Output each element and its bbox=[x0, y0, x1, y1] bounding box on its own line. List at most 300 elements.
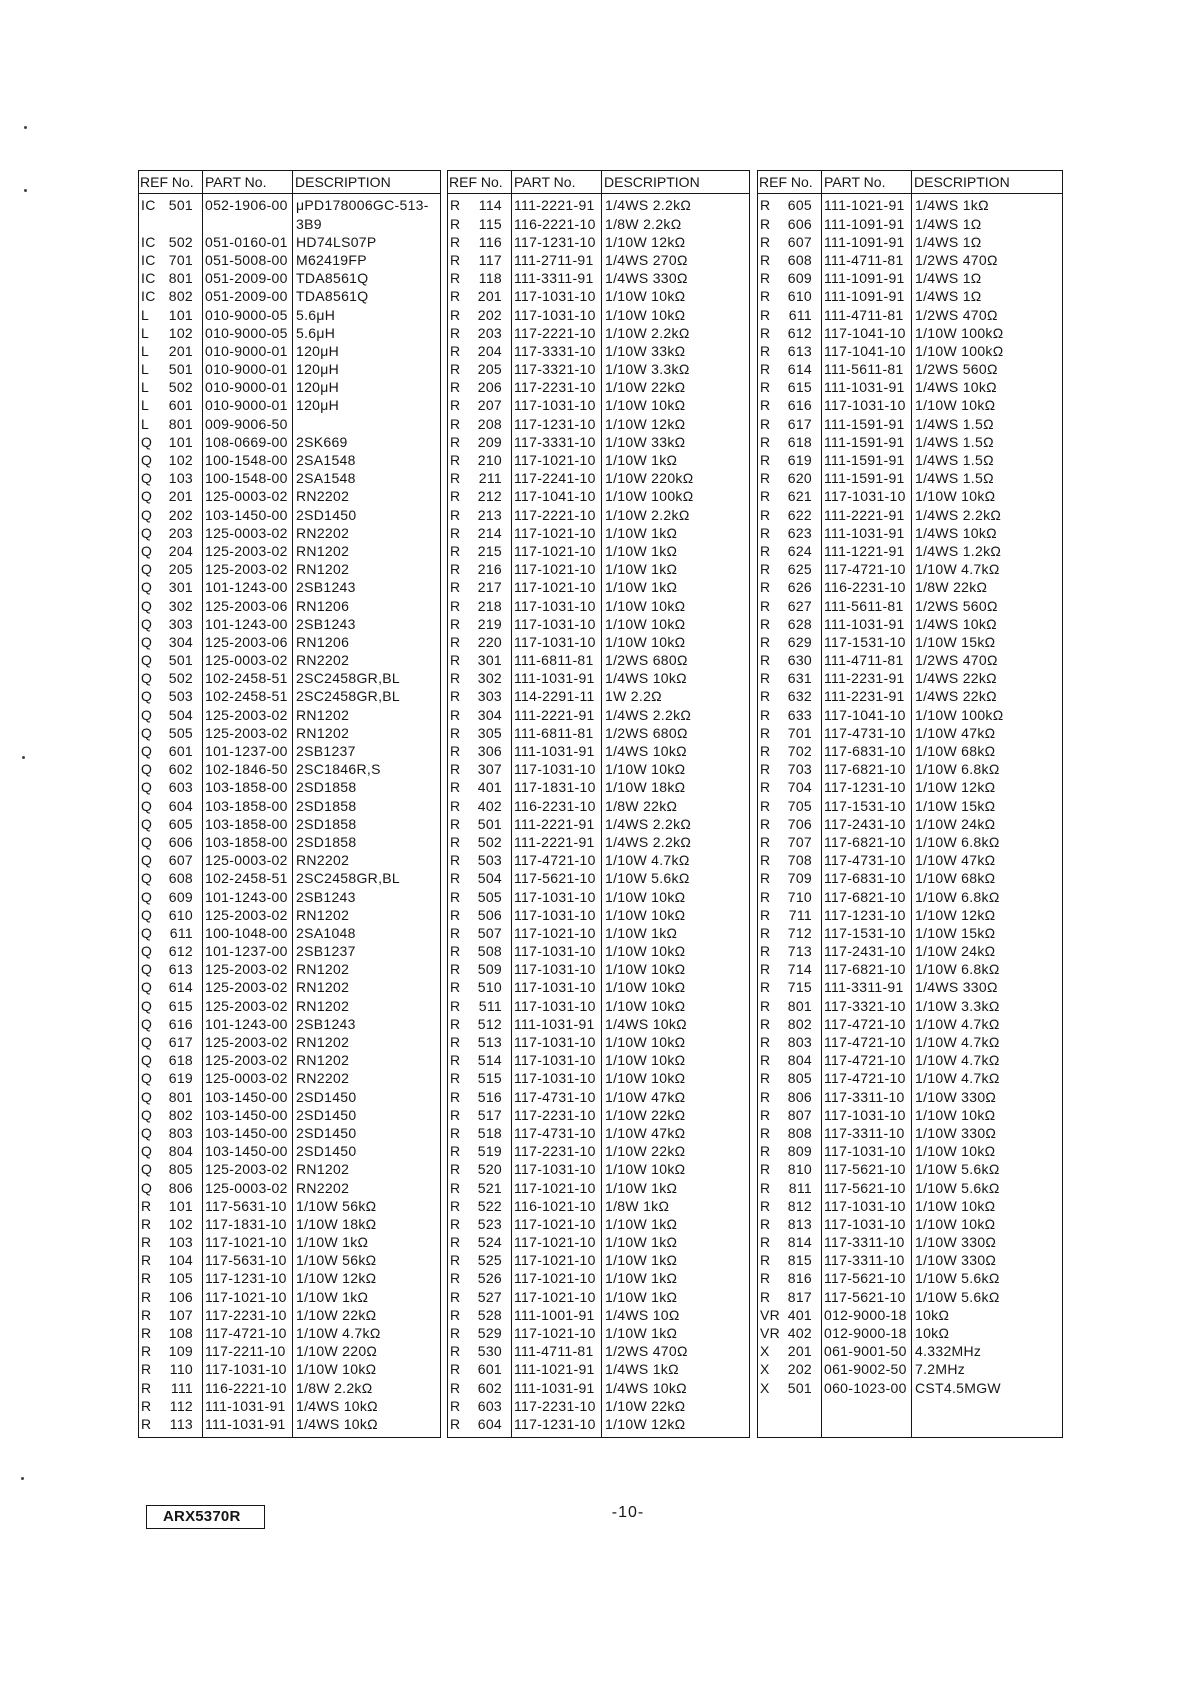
table-row bbox=[139, 742, 440, 760]
table-row bbox=[758, 833, 1062, 851]
part-no: 117-6821-10 bbox=[824, 833, 906, 850]
description: 1/10W 4.7kΩ bbox=[296, 1325, 381, 1342]
ref-type: R bbox=[141, 1379, 152, 1396]
part-no: 117-5631-10 bbox=[205, 1197, 287, 1214]
ref-type: X bbox=[760, 1343, 770, 1360]
ref-number: 608 bbox=[168, 870, 193, 887]
table-row bbox=[139, 1215, 440, 1233]
description: 2SB1243 bbox=[296, 1015, 356, 1032]
ref-number: 633 bbox=[787, 706, 812, 723]
part-no: 117-1041-10 bbox=[514, 488, 596, 505]
table-row bbox=[448, 1142, 749, 1160]
ref-type: R bbox=[450, 924, 461, 941]
part-no: 111-1031-91 bbox=[824, 379, 905, 396]
ref-number: 613 bbox=[787, 342, 812, 359]
ref-no bbox=[758, 742, 821, 760]
part-no: 117-1031-10 bbox=[514, 1034, 596, 1051]
part-no: 103-1450-00 bbox=[205, 1143, 288, 1160]
ref-type: R bbox=[450, 997, 461, 1014]
ref-no bbox=[758, 615, 821, 633]
description: 1/4WS 1Ω bbox=[915, 215, 982, 232]
description: 1/4WS 1.5Ω bbox=[915, 433, 994, 450]
ref-number: 502 bbox=[477, 833, 502, 850]
ref-type: R bbox=[141, 1415, 152, 1432]
table-row bbox=[758, 542, 1062, 560]
description: 1/8W 1kΩ bbox=[605, 1197, 670, 1214]
description: 1/4WS 10kΩ bbox=[915, 615, 997, 632]
ref-type: L bbox=[141, 342, 150, 359]
ref-type: IC bbox=[141, 197, 156, 214]
ref-no bbox=[758, 1106, 821, 1124]
ref-number: 801 bbox=[168, 1088, 193, 1105]
ref-number: 808 bbox=[787, 1124, 812, 1141]
ref-no bbox=[448, 1269, 511, 1287]
description: 1/10W 10kΩ bbox=[915, 1197, 996, 1214]
table-row bbox=[139, 269, 440, 287]
description: 1/10W 47kΩ bbox=[605, 1088, 686, 1105]
description: 1/4WS 2.2kΩ bbox=[915, 506, 1002, 523]
table-row bbox=[139, 669, 440, 687]
ref-number: 115 bbox=[478, 215, 502, 232]
ref-no bbox=[448, 760, 511, 778]
ref-type: R bbox=[760, 670, 771, 687]
ref-type: R bbox=[450, 706, 461, 723]
description: 1/10W 4.7kΩ bbox=[915, 1070, 1000, 1087]
ref-number: 622 bbox=[787, 506, 812, 523]
table-row bbox=[758, 742, 1062, 760]
part-no: 117-1031-10 bbox=[514, 961, 596, 978]
ref-no bbox=[448, 797, 511, 815]
part-no: 117-1031-10 bbox=[514, 288, 596, 305]
ref-type: R bbox=[450, 197, 461, 214]
ref-number: 212 bbox=[477, 488, 502, 505]
table-row bbox=[139, 1124, 440, 1142]
table-row bbox=[758, 960, 1062, 978]
ref-no bbox=[758, 833, 821, 851]
ref-no bbox=[139, 1379, 202, 1397]
ref-no bbox=[448, 251, 511, 269]
ref-type: R bbox=[760, 251, 771, 268]
ref-number: 601 bbox=[168, 743, 193, 760]
ref-no bbox=[448, 1288, 511, 1306]
part-no: 117-1031-10 bbox=[514, 943, 596, 960]
ref-type: R bbox=[760, 415, 771, 432]
ref-number: 501 bbox=[168, 197, 193, 214]
ref-no bbox=[448, 1360, 511, 1378]
description: 1/10W 10kΩ bbox=[605, 1052, 686, 1069]
table-row bbox=[448, 469, 749, 487]
part-no: 117-1231-10 bbox=[514, 233, 596, 250]
ref-no bbox=[139, 469, 202, 487]
table-row bbox=[758, 433, 1062, 451]
ref-no bbox=[758, 542, 821, 560]
description: 1/10W 330Ω bbox=[915, 1234, 997, 1251]
ref-type: Q bbox=[141, 852, 153, 869]
ref-no bbox=[139, 1215, 202, 1233]
table-row bbox=[139, 1415, 440, 1433]
ref-no bbox=[448, 942, 511, 960]
ref-number: 621 bbox=[787, 488, 812, 505]
table-row bbox=[139, 1015, 440, 1033]
ref-number: 513 bbox=[477, 1034, 502, 1051]
table-row bbox=[758, 924, 1062, 942]
ref-type: R bbox=[450, 1252, 461, 1269]
table-row bbox=[448, 1342, 749, 1360]
description: 1/10W 10kΩ bbox=[605, 597, 686, 614]
ref-number: 206 bbox=[477, 379, 502, 396]
ref-no bbox=[448, 1033, 511, 1051]
description: RN1202 bbox=[296, 906, 350, 923]
ref-number: 614 bbox=[787, 361, 812, 378]
part-no: 101-1243-00 bbox=[205, 579, 288, 596]
ref-number: 803 bbox=[168, 1124, 193, 1141]
ref-no bbox=[758, 724, 821, 742]
table-row bbox=[758, 324, 1062, 342]
description: 1/10W 330Ω bbox=[915, 1252, 997, 1269]
part-no: 111-3311-91 bbox=[514, 270, 594, 287]
ref-no bbox=[448, 1160, 511, 1178]
table-row bbox=[448, 869, 749, 887]
table-row bbox=[448, 251, 749, 269]
ref-type: Q bbox=[141, 597, 153, 614]
ref-no bbox=[139, 869, 202, 887]
ref-number: 211 bbox=[478, 470, 502, 487]
table-row bbox=[448, 451, 749, 469]
ref-number: 110 bbox=[169, 1361, 193, 1378]
part-no: 125-2003-02 bbox=[205, 906, 288, 923]
table-row bbox=[758, 196, 1062, 214]
part-no: 117-3311-10 bbox=[824, 1234, 905, 1251]
table-row bbox=[139, 1106, 440, 1124]
description: RN1202 bbox=[296, 724, 350, 741]
ref-type: Q bbox=[141, 906, 153, 923]
ref-no bbox=[139, 287, 202, 305]
ref-type: Q bbox=[141, 961, 153, 978]
ref-type: L bbox=[141, 415, 150, 432]
model-number-label: ARX5370R bbox=[146, 1505, 265, 1529]
ref-number: 505 bbox=[168, 724, 193, 741]
ref-number: 813 bbox=[787, 1215, 812, 1232]
part-no: 108-0669-00 bbox=[205, 433, 288, 450]
ref-type: R bbox=[450, 597, 461, 614]
ref-no bbox=[758, 1088, 821, 1106]
table-row bbox=[139, 978, 440, 996]
ref-type: R bbox=[450, 1397, 461, 1414]
table-row bbox=[448, 706, 749, 724]
ref-no bbox=[758, 960, 821, 978]
table-row bbox=[448, 888, 749, 906]
ref-no bbox=[139, 396, 202, 414]
ref-number: 806 bbox=[168, 1179, 193, 1196]
ref-no bbox=[758, 1142, 821, 1160]
table-row bbox=[139, 960, 440, 978]
ref-number: 630 bbox=[787, 652, 812, 669]
part-no: 114-2291-11 bbox=[514, 688, 595, 705]
ref-number: 217 bbox=[477, 579, 502, 596]
part-no: 102-2458-51 bbox=[205, 670, 288, 687]
description: 1/10W 4.7kΩ bbox=[915, 1034, 1000, 1051]
part-no: 117-1021-10 bbox=[514, 1234, 596, 1251]
ref-type: R bbox=[760, 997, 771, 1014]
table-row bbox=[758, 560, 1062, 578]
ref-type: R bbox=[450, 1106, 461, 1123]
ref-number: 107 bbox=[168, 1306, 193, 1323]
part-no: 111-2221-91 bbox=[514, 706, 595, 723]
ref-number: 605 bbox=[787, 197, 812, 214]
ref-no bbox=[139, 1233, 202, 1251]
part-no: 111-1091-91 bbox=[824, 233, 905, 250]
ref-type: Q bbox=[141, 706, 153, 723]
ref-number: 618 bbox=[787, 433, 812, 450]
ref-no bbox=[448, 1342, 511, 1360]
table-row bbox=[448, 1269, 749, 1287]
description: 2SB1243 bbox=[296, 615, 356, 632]
ref-number: 619 bbox=[168, 1070, 193, 1087]
part-no: 117-1021-10 bbox=[514, 1252, 596, 1269]
table-row bbox=[139, 597, 440, 615]
ref-no bbox=[139, 524, 202, 542]
table-row bbox=[758, 342, 1062, 360]
ref-type: R bbox=[760, 1215, 771, 1232]
part-no: 125-2003-02 bbox=[205, 561, 288, 578]
table-row bbox=[758, 233, 1062, 251]
ref-no bbox=[448, 833, 511, 851]
ref-number: 111 bbox=[170, 1379, 193, 1396]
ref-type: Q bbox=[141, 833, 153, 850]
table-row bbox=[139, 560, 440, 578]
table-row bbox=[758, 669, 1062, 687]
table-row bbox=[448, 1069, 749, 1087]
part-no: 117-1031-10 bbox=[514, 888, 596, 905]
ref-type: R bbox=[450, 342, 461, 359]
part-no: 102-1846-50 bbox=[205, 761, 288, 778]
table-row bbox=[139, 1033, 440, 1051]
ref-no bbox=[448, 1069, 511, 1087]
table-row bbox=[139, 1288, 440, 1306]
ref-type: X bbox=[760, 1379, 770, 1396]
ref-no bbox=[758, 506, 821, 524]
ref-number: 501 bbox=[787, 1379, 812, 1396]
description: HD74LS07P bbox=[296, 233, 377, 250]
table-row bbox=[139, 487, 440, 505]
description: 1/10W 33kΩ bbox=[605, 433, 686, 450]
ref-type: R bbox=[450, 906, 461, 923]
ref-type: R bbox=[450, 1234, 461, 1251]
part-no: 125-2003-02 bbox=[205, 706, 288, 723]
part-no: 117-1031-10 bbox=[824, 488, 906, 505]
table-row bbox=[758, 469, 1062, 487]
part-no: 111-1021-91 bbox=[514, 1361, 595, 1378]
table-row bbox=[758, 1033, 1062, 1051]
table-row bbox=[139, 433, 440, 451]
ref-no bbox=[758, 524, 821, 542]
ref-number: 304 bbox=[168, 633, 193, 650]
ref-type: R bbox=[450, 1306, 461, 1323]
part-no: 111-5611-81 bbox=[824, 361, 904, 378]
description: 120μH bbox=[296, 361, 340, 378]
ref-no bbox=[448, 415, 511, 433]
description: RN1202 bbox=[296, 542, 350, 559]
ref-number: 511 bbox=[478, 997, 502, 1014]
ref-number: 207 bbox=[477, 397, 502, 414]
ref-type: L bbox=[141, 324, 150, 341]
description: 1/4WS 22kΩ bbox=[915, 670, 997, 687]
table-row bbox=[758, 1269, 1062, 1287]
ref-number: 522 bbox=[477, 1197, 502, 1214]
table-row bbox=[448, 997, 749, 1015]
ref-number: 632 bbox=[787, 688, 812, 705]
description: 1/10W 18kΩ bbox=[296, 1215, 377, 1232]
part-no: 111-1591-91 bbox=[824, 470, 905, 487]
table-row bbox=[448, 342, 749, 360]
ref-no bbox=[758, 360, 821, 378]
ref-no bbox=[139, 997, 202, 1015]
table-row bbox=[139, 1324, 440, 1342]
table-row bbox=[448, 524, 749, 542]
description: 1/4WS 10kΩ bbox=[915, 379, 997, 396]
table-row bbox=[448, 687, 749, 705]
ref-no bbox=[139, 1124, 202, 1142]
table-row bbox=[448, 633, 749, 651]
part-no: 125-2003-02 bbox=[205, 1052, 288, 1069]
table-body bbox=[139, 194, 440, 1433]
ref-type: Q bbox=[141, 1124, 153, 1141]
description bbox=[292, 415, 440, 433]
part-no: 103-1450-00 bbox=[205, 1088, 288, 1105]
ref-no bbox=[139, 815, 202, 833]
part-no: 117-3321-10 bbox=[514, 361, 596, 378]
description: RN2202 bbox=[296, 1179, 350, 1196]
part-no: 117-1231-10 bbox=[205, 1270, 287, 1287]
part-no: 117-1031-10 bbox=[514, 979, 596, 996]
description: 2SD1450 bbox=[296, 1088, 357, 1105]
part-no: 117-3311-10 bbox=[824, 1088, 905, 1105]
part-no: 117-4721-10 bbox=[824, 1070, 906, 1087]
ref-no bbox=[758, 269, 821, 287]
table-row bbox=[448, 360, 749, 378]
ref-type: R bbox=[760, 597, 771, 614]
description: RN1202 bbox=[296, 979, 350, 996]
ref-type: R bbox=[450, 615, 461, 632]
description: RN2202 bbox=[296, 652, 350, 669]
part-no: 117-1031-10 bbox=[514, 306, 596, 323]
ref-type: R bbox=[141, 1397, 152, 1414]
table-row bbox=[139, 815, 440, 833]
part-no: 103-1450-00 bbox=[205, 506, 288, 523]
ref-type: R bbox=[760, 288, 771, 305]
table-row bbox=[758, 215, 1062, 233]
description: 1/4WS 10kΩ bbox=[605, 1015, 687, 1032]
ref-type: R bbox=[450, 215, 461, 232]
table-row bbox=[758, 760, 1062, 778]
ref-number: 501 bbox=[168, 652, 193, 669]
ref-no bbox=[448, 1415, 511, 1433]
ref-number: 205 bbox=[168, 561, 193, 578]
table-row bbox=[448, 942, 749, 960]
description: CST4.5MGW bbox=[915, 1379, 1001, 1396]
description: 1/10W 15kΩ bbox=[915, 633, 996, 650]
part-no: 111-1031-91 bbox=[514, 1015, 595, 1032]
part-no: 117-4731-10 bbox=[824, 852, 906, 869]
ref-type: R bbox=[450, 833, 461, 850]
ref-type: R bbox=[450, 379, 461, 396]
part-no: 125-0003-02 bbox=[205, 652, 288, 669]
part-no: 117-1021-10 bbox=[514, 924, 596, 941]
ref-number: 516 bbox=[477, 1088, 502, 1105]
part-no: 111-1031-91 bbox=[514, 670, 595, 687]
table-row bbox=[139, 797, 440, 815]
part-no: 117-1041-10 bbox=[824, 342, 906, 359]
ref-type: R bbox=[450, 870, 461, 887]
ref-no bbox=[448, 578, 511, 596]
part-no: 101-1237-00 bbox=[205, 743, 288, 760]
ref-type: R bbox=[760, 1015, 771, 1032]
ref-type: R bbox=[760, 779, 771, 796]
part-no: 125-2003-02 bbox=[205, 961, 288, 978]
ref-no bbox=[139, 597, 202, 615]
table-row bbox=[448, 306, 749, 324]
table-row bbox=[139, 1142, 440, 1160]
ref-number: 523 bbox=[477, 1215, 502, 1232]
ref-no bbox=[758, 396, 821, 414]
part-no: 117-2231-10 bbox=[514, 379, 596, 396]
description: 1/10W 10kΩ bbox=[605, 888, 686, 905]
ref-no bbox=[448, 687, 511, 705]
part-no: 111-2231-91 bbox=[824, 688, 905, 705]
ref-type: R bbox=[450, 761, 461, 778]
ref-no bbox=[758, 415, 821, 433]
part-no: 116-2221-10 bbox=[205, 1379, 287, 1396]
ref-no bbox=[139, 724, 202, 742]
description: 1/4WS 10kΩ bbox=[605, 1379, 687, 1396]
table-row bbox=[448, 1306, 749, 1324]
ref-type: R bbox=[450, 743, 461, 760]
part-no: 117-2431-10 bbox=[824, 815, 906, 832]
ref-type: Q bbox=[141, 652, 153, 669]
part-no: 117-1021-10 bbox=[205, 1288, 287, 1305]
table-row bbox=[758, 797, 1062, 815]
ref-number: 629 bbox=[787, 633, 812, 650]
ref-no bbox=[758, 215, 821, 233]
column-divider bbox=[511, 171, 512, 1437]
table-row bbox=[139, 1051, 440, 1069]
ref-number: 525 bbox=[477, 1252, 502, 1269]
ref-type: L bbox=[141, 397, 150, 414]
description: 120μH bbox=[296, 379, 340, 396]
description: 1/10W 1kΩ bbox=[605, 1234, 678, 1251]
ref-no bbox=[139, 1397, 202, 1415]
part-no: 111-1031-91 bbox=[514, 743, 595, 760]
ref-no bbox=[448, 924, 511, 942]
ref-no bbox=[758, 433, 821, 451]
table-row bbox=[139, 1379, 440, 1397]
ref-type: R bbox=[141, 1215, 152, 1232]
description: 1/8W 2.2kΩ bbox=[605, 215, 682, 232]
description: 1/4WS 2.2kΩ bbox=[605, 815, 692, 832]
table-row bbox=[758, 360, 1062, 378]
ref-number: 303 bbox=[168, 615, 193, 632]
description: 1/4WS 2.2kΩ bbox=[605, 197, 692, 214]
ref-no bbox=[448, 233, 511, 251]
ref-type: Q bbox=[141, 542, 153, 559]
part-no: 111-2221-91 bbox=[824, 506, 905, 523]
table-row bbox=[139, 924, 440, 942]
ref-number: 402 bbox=[787, 1325, 812, 1342]
table-row bbox=[448, 269, 749, 287]
ref-number: 612 bbox=[787, 324, 812, 341]
ref-no bbox=[758, 1197, 821, 1215]
ref-number: 810 bbox=[787, 1161, 812, 1178]
